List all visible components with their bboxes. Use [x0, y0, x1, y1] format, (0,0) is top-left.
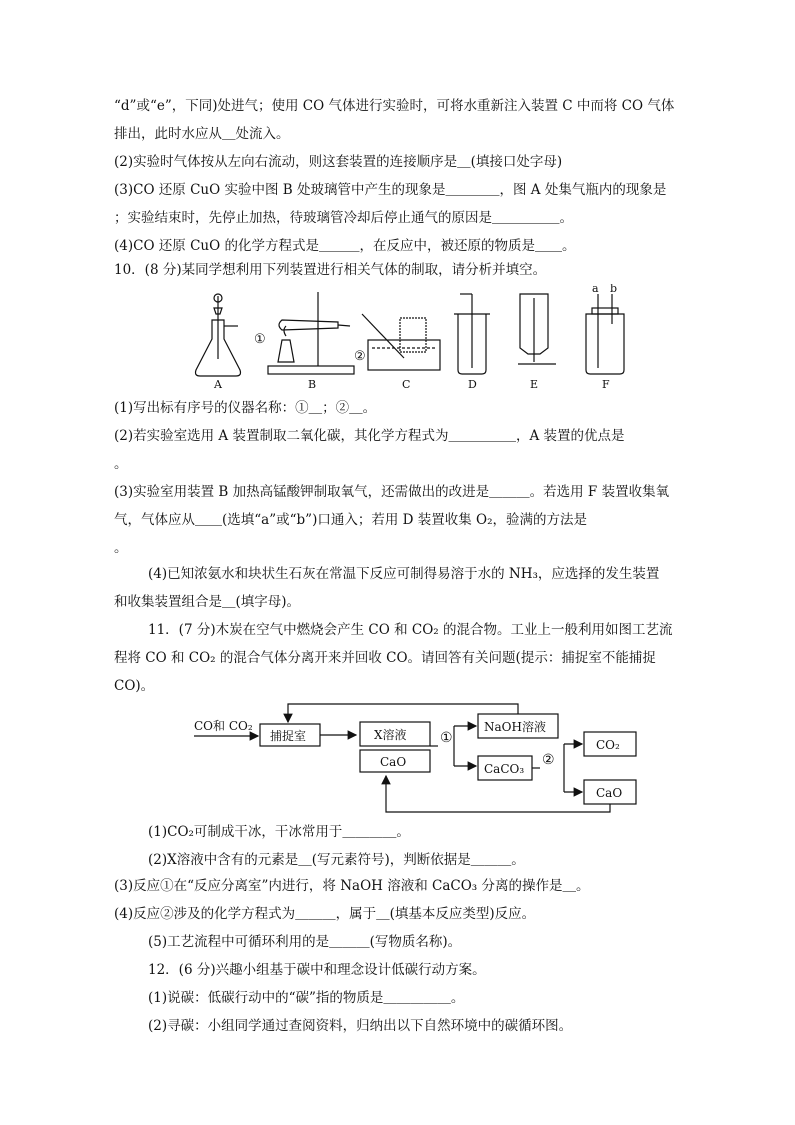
text-line: (2)若实验室选用 A 装置制取二氧化碳，其化学方程式为＿＿＿＿＿，A 装置的优点是 — [114, 428, 625, 444]
label-b: B — [308, 378, 317, 391]
text-line: 程将 CO 和 CO₂ 的混合气体分离开来并回收 CO。请回答有关问题(提示：捕捉室不能捕捉 — [114, 650, 656, 666]
text-line: (1)CO₂可制成干冰，干冰常用于＿＿＿＿。 — [148, 824, 410, 840]
text-line: (4)已知浓氨水和块状生石灰在常温下反应可制得易溶于水的 NH₃，应选择的发生装置 — [148, 566, 660, 582]
text-line: “d”或“e”，下同)处进气；使用 CO 气体进行实验时，可将水重新注入装置 C 中而将 CO 气体 — [114, 98, 675, 114]
label-c: C — [402, 378, 411, 391]
label-port-a: a — [592, 284, 599, 295]
question-12-title: 12．(6 分)兴趣小组基于碳中和理念设计低碳行动方案。 — [148, 962, 486, 978]
label-e: E — [530, 378, 539, 391]
text-line: (3)反应①在“反应分离室”内进行，将 NaOH 溶液和 CaCO₃ 分离的操作是＿。 — [114, 878, 590, 894]
text-line: ；实验结束时，先停止加热，待玻璃管冷却后停止通气的原因是＿＿＿＿＿。 — [114, 210, 573, 226]
text-line: 气，气体应从＿＿(选填“a”或“b”)口通入；若用 D 装置收集 O₂，验满的方法是 — [114, 512, 588, 528]
text-line: 排出，此时水应从＿处流入。 — [114, 126, 290, 142]
flow-caco3: CaCO₃ — [484, 762, 525, 776]
flow-capture: 捕捉室 — [270, 729, 307, 743]
text-line: (1)说碳：低碳行动中的“碳”指的物质是＿＿＿＿＿。 — [148, 990, 465, 1006]
apparatus-f — [586, 294, 624, 374]
apparatus-figure — [190, 284, 640, 394]
flow-input: CO和 CO₂ — [194, 719, 253, 733]
apparatus-c — [362, 314, 440, 370]
text-line: 和收集装置组合是＿(填字母)。 — [114, 594, 301, 610]
label-f: F — [602, 378, 610, 391]
apparatus-a — [196, 294, 241, 376]
text-line: (4)CO 还原 CuO 的化学方程式是＿＿＿，在反应中，被还原的物质是＿＿。 — [114, 238, 576, 254]
question-10-title: 10．(8 分)某同学想利用下列装置进行相关气体的制取，请分析并填空。 — [114, 262, 547, 278]
text-line: (1)写出标有序号的仪器名称：①＿；②＿。 — [114, 400, 377, 416]
text-line: CO)。 — [114, 678, 155, 694]
process-flowchart — [190, 700, 650, 816]
question-11-title: 11．(7 分)木炭在空气中燃烧会产生 CO 和 CO₂ 的混合物。工业上一般利用如图工艺流 — [148, 622, 673, 638]
flow-x-solution: X溶液 — [374, 728, 407, 742]
apparatus-e — [518, 294, 556, 364]
text-line: 。 — [114, 456, 128, 472]
label-a: A — [214, 378, 222, 391]
apparatus-b — [268, 292, 354, 374]
flow-naoh: NaOH溶液 — [484, 720, 546, 734]
apparatus-d — [454, 294, 490, 374]
text-line: (3)CO 还原 CuO 实验中图 B 处玻璃管中产生的现象是＿＿＿＿，图 A 处集气瓶内的现象是 — [114, 182, 667, 198]
flow-cao-1: CaO — [380, 755, 407, 769]
label-d: D — [468, 378, 477, 391]
flow-cao-2: CaO — [596, 786, 623, 800]
label-port-b: b — [610, 284, 618, 295]
label-1: ① — [254, 332, 266, 347]
label-2: ② — [354, 349, 366, 364]
text-line: 。 — [114, 540, 128, 556]
text-line: (3)实验室用装置 B 加热高锰酸钾制取氧气，还需做出的改进是＿＿＿。若选用 F 装置收集氧 — [114, 484, 670, 500]
text-line: (2)寻碳：小组同学通过查阅资料，归纳出以下自然环境中的碳循环图。 — [148, 1018, 573, 1034]
flow-step-2: ② — [542, 752, 555, 768]
text-line: (4)反应②涉及的化学方程式为＿＿＿，属于＿(填基本反应类型)反应。 — [114, 906, 536, 922]
flow-co2: CO₂ — [596, 738, 620, 752]
text-line: (5)工艺流程中可循环利用的是＿＿＿(写物质名称)。 — [148, 934, 462, 950]
text-line: (2)X溶液中含有的元素是＿(写元素符号)，判断依据是＿＿＿。 — [148, 852, 525, 868]
text-line: (2)实验时气体按从左向右流动，则这套装置的连接顺序是＿(填接口处字母) — [114, 154, 563, 170]
flow-step-1: ① — [440, 730, 453, 746]
